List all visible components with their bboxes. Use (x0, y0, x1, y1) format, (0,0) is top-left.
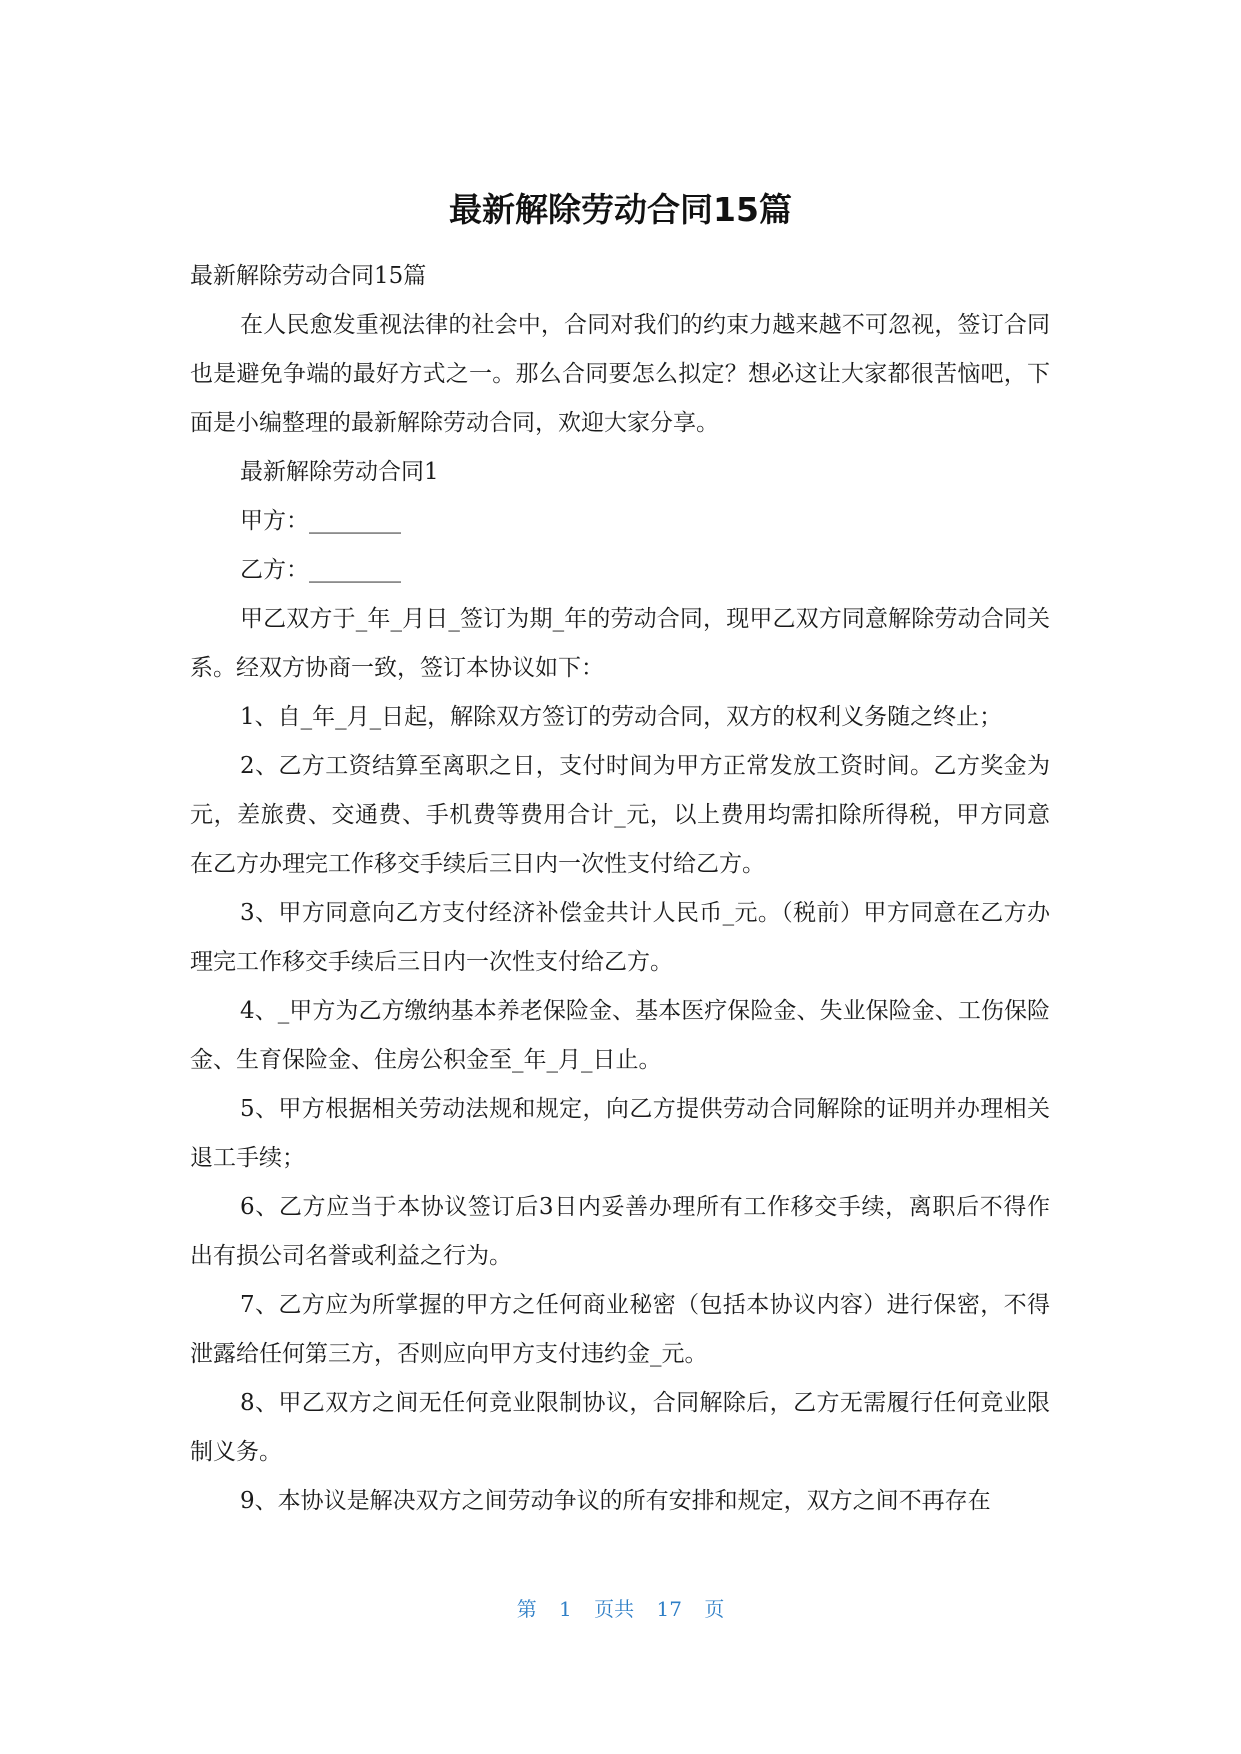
footer-total-pages: 17 (656, 1597, 682, 1621)
document-body (190, 252, 1050, 1526)
footer-label-end: 页 (704, 1597, 725, 1621)
footer-current-page: 1 (559, 1597, 572, 1621)
clause-3: 3、甲方同意向乙方支付经济补偿金共计人民币_元。（税前）甲方同意在乙方办理完工作移交手续后三日内一次性支付给乙方。 (190, 900, 1050, 975)
section-heading: 最新解除劳动合同1 (240, 459, 439, 485)
page-number-footer (0, 1594, 1241, 1624)
clause-8: 8、甲乙双方之间无任何竞业限制协议，合同解除后，乙方无需履行任何竞业限制义务。 (190, 1390, 1050, 1465)
clause-9: 9、本协议是解决双方之间劳动争议的所有安排和规定，双方之间不再存在 (240, 1488, 991, 1514)
footer-label-of: 页共 (594, 1597, 635, 1621)
clause-6: 6、乙方应当于本协议签订后3日内妥善办理所有工作移交手续，离职后不得作出有损公司名誉或利益之行为。 (190, 1194, 1050, 1269)
party-b-line: 乙方：________ (240, 557, 401, 583)
paragraph: 最新解除劳动合同15篇 (190, 263, 427, 289)
clause-7: 7、乙方应为所掌握的甲方之任何商业秘密（包括本协议内容）进行保密，不得泄露给任何第三方，否则应向甲方支付违约金_元。 (190, 1292, 1050, 1367)
paragraph: 甲乙双方于_年_月日_签订为期_年的劳动合同，现甲乙双方同意解除劳动合同关系。经双方协商一致，签订本协议如下： (190, 606, 1050, 681)
clause-4: 4、_甲方为乙方缴纳基本养老保险金、基本医疗保险金、失业保险金、工伤保险金、生育保险金、住房公积金至_年_月_日止。 (190, 998, 1050, 1073)
clause-1: 1、自_年_月_日起，解除双方签订的劳动合同，双方的权利义务随之终止； (240, 704, 1003, 730)
clause-2: 2、乙方工资结算至离职之日，支付时间为甲方正常发放工资时间。乙方奖金为元，差旅费、交通费、手机费等费用合计_元，以上费用均需扣除所得税，甲方同意在乙方办理完工作移交手续后三日内一次性支付给乙方。 (190, 753, 1050, 877)
footer-label-page: 第 (516, 1597, 537, 1621)
paragraph: 在人民愈发重视法律的社会中，合同对我们的约束力越来越不可忽视，签订合同也是避免争端的最好方式之一。那么合同要怎么拟定？想必这让大家都很苦恼吧，下面是小编整理的最新解除劳动合同，欢迎大家分享。 (190, 312, 1050, 436)
document-title: 最新解除劳动合同15篇 (449, 190, 792, 229)
party-a-line: 甲方：________ (240, 508, 401, 534)
clause-5: 5、甲方根据相关劳动法规和规定，向乙方提供劳动合同解除的证明并办理相关退工手续； (190, 1096, 1050, 1171)
